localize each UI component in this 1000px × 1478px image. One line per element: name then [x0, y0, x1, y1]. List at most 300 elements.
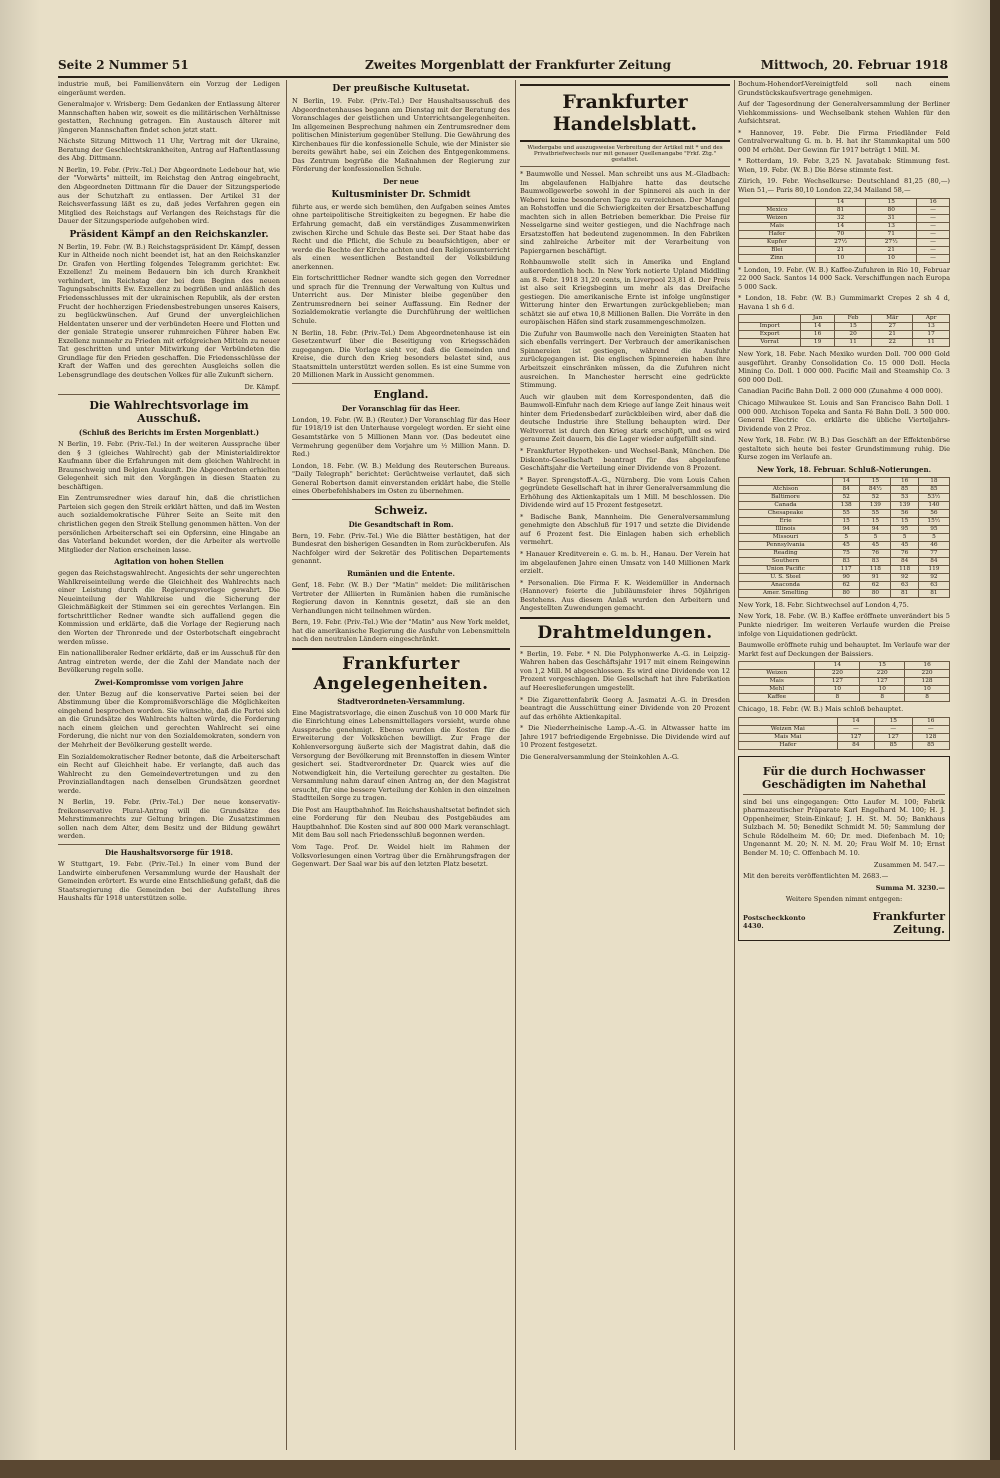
article-text: New York, 18. Febr. Sichtwechsel auf London 4,75.: [738, 600, 909, 609]
table-row: [739, 222, 950, 230]
table-cell: 11: [834, 339, 871, 347]
table-cell: U. S. Steel: [739, 573, 833, 581]
table-cell: 21: [872, 331, 913, 339]
article-text: * Hanauer Kreditverein e. G. m. b. H., Hanau. Der Verein hat im abgelaufenen Jahre einen Umsatz von 140 Millionen Mark erzielt.: [520, 549, 730, 576]
article-heading: Kultusminister Dr. Schmidt: [331, 189, 471, 200]
table-cell: 10: [815, 686, 860, 694]
table-cell: 220: [905, 670, 950, 678]
table-cell: 83: [832, 557, 859, 565]
table-cell: 8: [815, 694, 860, 702]
table-cell: 76: [860, 549, 891, 557]
article-subheading: Die Gesandtschaft in Rom.: [348, 519, 454, 529]
table-cell: Missouri: [739, 533, 833, 541]
article-text: Chicago Milwaukee St. Louis and San Francisco Bahn Doll. 1 000 000. Atchison Topeka and Santa Fé Bahn Doll. 3 500 000. General Electric Co. erklärte die übliche Vierteljahrs-Dividende von 2 Proz.: [738, 399, 950, 433]
article-subheading: Stadtverordneten-Versammlung.: [337, 696, 465, 706]
article-text: Bern, 19. Febr. (Priv.-Tel.) Wie die Blätter bestätigen, hat der Bundesrat den bisherigen Gesandten in Rom zurückberufen. Als Nachfolger wird der Sekretär des Politischen Departements genannt.: [292, 531, 510, 566]
table-cell: 94: [860, 525, 891, 533]
table-cell: Reading: [739, 549, 833, 557]
table-row: [739, 694, 950, 702]
article-text: Rohbaumwolle stellt sich in Amerika und England außerordentlich hoch. In New York notierte Upland Middling am 8. Febr. 1918 31,20 cents, in Liverpool 23,81 d. Der Preis ist also seit Kriegsbeginn um mehr als das Dreifache gestiegen. Die amerikanische Ernte ist infolge ungünstiger Witterung hinter den Erwartungen zurückgeblieben; man schätzt sie auf etwa 10,8 Millionen Ballen. Die Vorräte in den europäischen Häfen sind stark zusammengeschmolzen.: [520, 258, 730, 327]
table-cell: —: [917, 206, 950, 214]
table-cell: 15½: [918, 517, 949, 525]
article-subheading: Der Voranschlag für das Heer.: [341, 403, 461, 413]
article-text: * Bayer. Sprengstoff-A.-G., Nürnberg. Die vom Louis Cahen gegründete Gesellschaft hat in ihrer Generalversammlung die Erhöhung des Aktienkapitals um 1 Mill. M beschlossen. Die Dividende wird auf 15 Prozent festgesetzt.: [520, 475, 730, 510]
article-text: Bochum-Hohendorf-Vereinigtfeld soll nach einem Grundstückskaufsvertrage genehmigen.: [738, 80, 950, 97]
table-cell: —: [917, 222, 950, 230]
table-cell: 71: [866, 230, 917, 238]
table-header-cell: 16: [891, 477, 918, 485]
article-text: * Die Niederrheinische Lamp.-A.-G. in Altwasser hatte im Jahre 1917 befriedigende Ergebnisse. Die Dividende wird auf 10 Prozent festgesetzt.: [520, 724, 730, 750]
column-2: [292, 80, 510, 1455]
table-cell: 13: [866, 222, 917, 230]
page-header: [58, 54, 948, 78]
table-cell: 75: [832, 549, 859, 557]
table-cell: 118: [860, 565, 891, 573]
table-row: [739, 533, 950, 541]
table-row: [739, 206, 950, 214]
table-cell: 62: [832, 581, 859, 589]
table-header-cell: 14: [815, 198, 866, 206]
section-heading: Frankfurter Angelegenheiten.: [313, 653, 489, 694]
article-text: Bern, 19. Febr. (Priv.-Tel.) Wie der "Matin" aus New York meldet, hat die amerikanische Regierung die Ausfuhr von Lebensmitteln nach den neutralen Ländern eingeschränkt.: [292, 618, 510, 644]
donation-box: [738, 756, 950, 941]
table-cell: 13: [913, 323, 950, 331]
table-cell: 80: [832, 589, 859, 597]
article-text: * Frankfurter Hypotheken- und Wechsel-Bank, München. Die Diskonto-Gesellschaft beantragt für das abgelaufene Geschäftsjahr die Verteilung einer Dividende von 8 Prozent.: [520, 446, 730, 473]
article-text: Die Post am Hauptbahnhof. Im Reichshaushaltsetat befindet sich eine Forderung für den Neubau des Postgebäudes am Hauptbahnhof. Die Kosten sind auf 800 000 Mark veranschlagt. Mit dem Bau soll nach Friedensschluß begonnen werden.: [292, 805, 510, 840]
article-text: der. Unter Bezug auf die konservative Partei seien bei der Abstimmung über die Kompromißvorschläge die Möglichkeiten eingehend besprochen worden. Sie wünschte, daß die Partei sich an die Grundsätze des Wahlrechts halten würde, die Forderung nach einem gleichen und gerechten Wahlrecht sei eine Forderung, die nicht nur von den Sozialdemokraten, sondern von der Mehrheit der Bevölkerung gestellt werde.: [58, 689, 280, 749]
table-cell: 21: [815, 246, 866, 254]
column-rule: [515, 80, 516, 1450]
table-cell: 56: [891, 509, 918, 517]
table-header-cell: [739, 198, 816, 206]
article-text: Vom Tage. Prof. Dr. Weidel hielt im Rahmen der Volksvorlesungen einen Vortrag über die Ernährungsfragen der Gegenwart. Der Saal war bis auf den letzten Platz besetzt.: [292, 843, 510, 869]
table-cell: 127: [875, 733, 912, 741]
table-row: [739, 741, 950, 749]
table-cell: Pennsylvania: [739, 541, 833, 549]
table-cell: 8: [905, 694, 950, 702]
table-cell: —: [917, 254, 950, 262]
article-subheading: Rumänien und die Entente.: [347, 568, 455, 578]
article-text: London, 18. Febr. (W. B.) Meldung des Reuterschen Bureaus. "Daily Telegraph" berichtet: Gerüchtweise verlautet, daß sich General Robertson damit einverstanden erklärt habe, die Stelle eines Oberbefehlshabers im Osten zu übernehmen.: [292, 461, 510, 496]
table-cell: 31: [866, 214, 917, 222]
market-table: [738, 717, 950, 750]
table-cell: 45: [891, 541, 918, 549]
table-header-row: [739, 198, 950, 206]
table-cell: 15: [860, 517, 891, 525]
table-cell: 10: [866, 254, 917, 262]
table-cell: 62: [860, 581, 891, 589]
table-cell: 85: [918, 485, 949, 493]
article-text: London, 19. Febr. (W. B.) (Reuter.) Der Voranschlag für das Heer für 1918/19 ist den Unterhause vorgelegt worden. Er sieht eine Gesamtstärke von 5 Millionen Mann vor. (Das bedeutet eine Vermehrung gegenüber dem Vorjahre um ½ Million Mann. D. Red.): [292, 415, 510, 459]
table-cell: 85: [891, 485, 918, 493]
table-cell: Kaffee: [739, 694, 815, 702]
table-cell: 90: [832, 573, 859, 581]
table-cell: 80: [860, 589, 891, 597]
table-row: [739, 517, 950, 525]
table-cell: 220: [860, 670, 905, 678]
article-heading: Der preußische Kultusetat.: [332, 84, 470, 94]
article-text: Auch wir glauben mit dem Korrespondenten, daß die Baumwoll-Einfuhr nach dem Kriege auf lange Zeit hinaus weit hinter dem Friedensbedarf zurückbleiben wird, aber daß die deutsche Industrie ihre Stellung behaupten wird. Der Weltvorrat ist durch den Krieg stark erschöpft, und es wird geraume Zeit dauern, bis die Lager wieder aufgefüllt sind.: [520, 392, 730, 444]
table-cell: 91: [860, 573, 891, 581]
table-row: [739, 214, 950, 222]
article-text: New York, 18. Febr. Nach Mexiko wurden Doll. 700 000 Gold ausgeführt. Granby Consolidation Co. 15 000 Doll. Hecla Mining Co. Doll. 1 000 000. Pacific Mail and Steamship Co. 3 600 000 Doll.: [738, 350, 950, 384]
column-rule: [734, 80, 735, 1450]
table-row: [739, 678, 950, 686]
table-header-row: [739, 662, 950, 670]
article-text: * Berlin, 19. Febr. * N. Die Polyphonwerke A.-G. in Leipzig-Wahren haben das Geschäftsjahr 1917 mit einem Reingewinn von 1,2 Mill. M abgeschlossen. Es wird eine Dividende von 12 Prozent vorgeschlagen. Die Gesellschaft hat ihre Fabrikation auf Heereslieferungen umgestellt.: [520, 649, 730, 692]
article-text: * London, 19. Febr. (W. B.) Kaffee-Zufuhren in Rio 10, Februar 22 000 Sack. Santos 14 000 Sack. Verschiffungen nach Europa 5 000 Sack.: [738, 265, 950, 291]
table-cell: 5: [891, 533, 918, 541]
table-cell: Atchison: [739, 485, 833, 493]
table-cell: 32: [815, 214, 866, 222]
table-cell: 139: [891, 501, 918, 509]
article-text: New York, 18. Febr. (W. B.) Kaffee eröffnete unverändert bis 5 Punkte niedriger. Im weiteren Verlaufe wurden die Preise infolge von Liquidationen gedrückt.: [738, 612, 950, 638]
table-cell: Chesapeake: [739, 509, 833, 517]
article-text: Chicago, 18. Febr. (W. B.) Mais schloß behauptet.: [738, 705, 904, 714]
table-cell: Mehl: [739, 686, 815, 694]
table-cell: 21: [866, 246, 917, 254]
table-cell: 127: [815, 678, 860, 686]
table-cell: 84: [891, 557, 918, 565]
article-text: N Berlin, 19. Febr. (Priv.-Tel.) Der Haushaltsausschuß des Abgeordnetenhauses begann am Dienstag mit der Beratung des Voranschlages der geistlichen und Unterrichtsangelegenheiten. Im allgemeinen Besprechung nahmen ein Zentrumsredner dem politischen Ministerium gegenüber Stellung. Die Gewährung des Kirchenbaues für die konfessionelle Schule, wie der Minister sie bereits gewährt habe, sei ein Zeichen des Entgegenkommens. Das Zentrum begrüße die Maßnahmen der Regierung zur Förderung der konfessionellen Schule.: [292, 97, 510, 174]
table-row: [739, 589, 950, 597]
table-cell: 14: [815, 222, 866, 230]
table-cell: 140: [918, 501, 949, 509]
table-cell: 85: [912, 741, 949, 749]
donation-previous: Mit den bereits veröffentlichten M. 2683.—: [743, 872, 889, 881]
table-cell: —: [917, 230, 950, 238]
table-cell: 17: [913, 331, 950, 339]
table-cell: 56: [918, 509, 949, 517]
table-header-row: [739, 315, 950, 323]
article-text: N Berlin, 18. Febr. (Priv.-Tel.) Dem Abgeordnetenhause ist ein Gesetzentwurf über die Beseitigung von Kriegsschäden zugegangen. Die Vorlage sieht vor, daß die Gemeinden und Kreise, die durch den Krieg besonders belastet sind, aus Staatsmitteln unterstützt werden sollen. Es ist eine Summe von 20 Millionen Mark in Aussicht genommen.: [292, 328, 510, 380]
table-cell: 95: [918, 525, 949, 533]
table-cell: 15: [891, 517, 918, 525]
table-cell: —: [912, 725, 949, 733]
article-text: führte aus, er werde sich bemühen, den Aufgaben seines Amtes ohne parteipolitische Streitigkeiten zu begegnen. Er habe die Erfahrung gemacht, daß ein verständiges Zusammenwirken zwischen Kirche und Schule das Beste sei. Der Staat habe das Recht und die Pflicht, die Schule zu beaufsichtigen, aber er werde die Rechte der Kirche achten und den Religionsunterricht als einen wesentlichen Bestandteil der Volksbildung anerkennen.: [292, 202, 510, 271]
table-row: [739, 323, 950, 331]
table-row: [739, 339, 950, 347]
article-text: Generalmajor v. Wrisberg: Dem Gedanken der Entlassung älterer Mannschaften haben wir, soweit es die militärischen Verhältnisse gestatten, Rechnung getragen. Ein Austausch älterer mit jüngeren Mannschaften findet schon jetzt statt.: [58, 100, 280, 134]
table-row: [739, 573, 950, 581]
page-number: Seite 2 Nummer 51: [58, 58, 189, 72]
table-cell: 76: [891, 549, 918, 557]
table-cell: Union Pacific: [739, 565, 833, 573]
table-cell: Illinois: [739, 525, 833, 533]
table-cell: 55: [860, 509, 891, 517]
table-cell: 83: [860, 557, 891, 565]
table-cell: 117: [832, 565, 859, 573]
masthead: Zweites Morgenblatt der Frankfurter Zeitung: [365, 58, 671, 72]
page-edge: [990, 0, 1000, 1478]
table-row: [739, 541, 950, 549]
column-1: [58, 80, 280, 1455]
section-heading: Drahtmeldungen.: [537, 622, 713, 643]
table-header-cell: Mär: [872, 315, 913, 323]
table-cell: —: [917, 246, 950, 254]
table-cell: Amer. Smelting: [739, 589, 833, 597]
article-text: industrie muß, bei Familienvätern ein Vorzug der Ledigen eingeräumt werden.: [58, 80, 280, 97]
table-cell: Southern: [739, 557, 833, 565]
article-text: * Badische Bank, Mannheim. Die Generalversammlung genehmigte den Abschluß für 1917 und setzte die Dividende auf 6 Prozent fest. Die Einlagen haben sich erheblich vermehrt.: [520, 512, 730, 547]
table-cell: 46: [918, 541, 949, 549]
article-text: N Berlin, 19. Febr. (Priv.-Tel.) Der Abgeordnete Ledebour hat, wie der "Vorwärts" mitteilt, im Reichstag den Antrag eingebracht, den Abgeordneten Dittmann für die Dauer der Sitzungsperiode aus der Schutzhaft zu entlassen. Der Artikel 31 der Reichsverfassung läßt es zu, daß jedes Verfahren gegen ein Mitglied des Reichstags auf Verlangen des Reichstags für die Dauer der Sitzungsperiode aufgehoben wird.: [58, 165, 280, 226]
signature: Dr. Kämpf.: [244, 382, 280, 391]
table-cell: Blei: [739, 246, 816, 254]
article-text: Die Generalversammlung der Steinkohlen A.-G.: [520, 752, 679, 761]
table-cell: 22: [872, 339, 913, 347]
table-header-cell: 16: [917, 198, 950, 206]
table-cell: 63: [891, 581, 918, 589]
table-row: [739, 254, 950, 262]
table-cell: 92: [918, 573, 949, 581]
table-cell: 52: [860, 493, 891, 501]
table-row: [739, 331, 950, 339]
table-cell: 85: [875, 741, 912, 749]
table-cell: Baltimore: [739, 493, 833, 501]
table-header-cell: 14: [837, 717, 874, 725]
table-header-cell: 15: [866, 198, 917, 206]
article-heading: Die Wahlrechtsvorlage im Ausschuß.: [89, 399, 249, 426]
table-cell: Zinn: [739, 254, 816, 262]
table-cell: 77: [918, 549, 949, 557]
table-cell: Mais: [739, 678, 815, 686]
table-cell: Import: [739, 323, 801, 331]
article-text: Zürich, 19. Febr. Wechselkurse: Deutschland 81,25 (80,—) Wien 51,— Paris 80,10 London 22,34 Mailand 58,—: [738, 177, 950, 195]
article-text: * Baumwolle und Nessel. Man schreibt uns aus M.-Gladbach: Im abgelaufenen Halbjahre hatte das deutsche Baumwollgewerbe sowohl in der Spinnerei als auch in der Weberei keine besonderen Tage zu verzeichnen. Der Mangel an Rohstoffen und die Schwierigkeiten der Ersatzbeschaffung machten sich in allen Betrieben bemerkbar. Die Preise für Nesselgarne sind weiter gestiegen, und die Nachfrage nach Ersatzstoffen hat bedeutend zugenommen. In den Fabriken sind zahlreiche Arbeiter mit der Verarbeitung von Papiergarnen beschäftigt.: [520, 170, 730, 255]
market-table: [738, 198, 950, 263]
article-subheading: New York, 18. Februar. Schluß-Notierungen.: [756, 464, 932, 474]
table-header-cell: [739, 315, 801, 323]
table-header-row: [739, 717, 950, 725]
table-row: [739, 230, 950, 238]
table-cell: Mais: [739, 222, 816, 230]
table-cell: Kupfer: [739, 238, 816, 246]
article-text: Ein nationalliberaler Redner erklärte, daß er im Ausschuß für den Antrag eintreten werde, der die Zahl der Mandate nach der Bevölkerung regeln solle.: [58, 649, 280, 675]
table-cell: 45: [832, 541, 859, 549]
table-cell: 10: [905, 686, 950, 694]
table-cell: 11: [913, 339, 950, 347]
table-cell: 220: [815, 670, 860, 678]
article-text: N Berlin, 19. Febr. (W. B.) Reichstagspräsident Dr. Kämpf, dessen Kur in Altheide noch nicht beendet ist, hat an den Reichskanzler Dr. Grafen von Hertling folgendes Telegramm gerichtet: Ew. Exzellenz! Zu meinem Bedauern bin ich durch Krankheit verhindert, im Reichstag der bei dem Beginn des neuen Tagungsabschnitts Ew. Exzellenz zu begrüßen und anläßlich des Friedensschlusses mit der ukrainischen Republik, als der ersten Frucht der hochherzigen Friedensbestrebungen unseres Kaisers, zu beglückwünschen. Auf Grund der unvergleichlichen Heldentaten unserer und der verbündeten Heere und Flotten und der geniale Strategie unserer ruhmreichen Führer haben Ew. Exzellenz nunmehr zu Frieden mit erfolgreichen Mitteln zu neuer Tat geschritten und unter Mitwirkung der Verbündeten die Grundlage für den Frieden geschaffen. Die Friedensschlüsse der Kraft der Waffen und des gerechten Ausgleichs sollen die Lebensgrundlage des deutschen Volkes für alle Zukunft sichern.: [58, 242, 280, 379]
table-header-cell: 15: [875, 717, 912, 725]
article-text: Die Zufuhr von Baumwolle nach den Vereinigten Staaten hat sich ebenfalls verringert. Der Verbrauch der amerikanischen Spinnereien ist gestiegen, während die Ausfuhr zurückgegangen ist. Die englischen Spinnereien haben ihre Arbeitszeit einschränken müssen, da die Zufuhren nicht ausreichen. In Manchester herrscht eine gedrückte Stimmung.: [520, 329, 730, 390]
table-cell: 15: [832, 517, 859, 525]
table-cell: 84: [832, 485, 859, 493]
table-cell: 19: [801, 339, 835, 347]
table-cell: 27½: [866, 238, 917, 246]
table-cell: —: [837, 725, 874, 733]
article-text: Canadian Pacific Bahn Doll. 2 000 000 (Zunahme 4 000 000).: [738, 387, 943, 396]
article-text: N Berlin, 19. Febr. (Priv.-Tel.) In der weiteren Aussprache über den § 3 (gleiches Wahlrecht) gab der Ministerialdirektor Kaufmann über die Erfahrungen mit dem gleichen Wahlrecht in Braunschweig und Belgien Auskunft. Die Abgeordneten erhielten Gelegenheit sich mit den Vorgängen in diesen Staaten zu beschäftigen.: [58, 440, 280, 491]
table-header-cell: [739, 717, 838, 725]
table-cell: 81: [918, 589, 949, 597]
table-row: [739, 525, 950, 533]
table-cell: 139: [860, 501, 891, 509]
table-header-cell: [739, 477, 833, 485]
table-cell: Weizen: [739, 670, 815, 678]
table-cell: 10: [860, 686, 905, 694]
article-text: * Hannover, 19. Febr. Die Firma Friedländer Feld Centralverwaltung G. m. b. H. hat ihr Stammkapital um 500 000 M erhöht. Der Gewinn für 1917 beträgt 1 Mill. M.: [738, 128, 950, 154]
table-cell: 138: [832, 501, 859, 509]
table-cell: 15: [834, 323, 871, 331]
table-row: [739, 246, 950, 254]
table-row: [739, 733, 950, 741]
table-header-cell: 16: [905, 662, 950, 670]
table-cell: 14: [801, 323, 835, 331]
table-cell: —: [917, 214, 950, 222]
donation-subtotal: Zusammen M. 547.—: [873, 860, 945, 869]
table-header-cell: Apr: [913, 315, 950, 323]
article-text: Baumwolle eröffnete ruhig und behauptet. Im Verlaufe war der Markt fest auf Deckungen der Baissiers.: [738, 641, 950, 658]
market-table: [738, 661, 950, 702]
table-cell: Mexico: [739, 206, 816, 214]
article-subheading: Die Haushaltsvorsorge für 1918.: [105, 848, 233, 858]
table-row: [739, 670, 950, 678]
table-cell: 53½: [918, 493, 949, 501]
article-heading: Schweiz.: [374, 503, 428, 517]
donation-total: Summa M. 3230.—: [875, 883, 945, 892]
table-cell: Export: [739, 331, 801, 339]
table-header-cell: 16: [912, 717, 949, 725]
publisher-signature: Frankfurter Zeitung.: [872, 909, 945, 936]
table-cell: 16: [801, 331, 835, 339]
stock-quotes-table: [738, 477, 950, 598]
table-header-cell: 18: [918, 477, 949, 485]
postal-account: Postscheckkonto 4430.: [743, 913, 806, 931]
table-row: [739, 549, 950, 557]
article-heading: Präsident Kämpf an den Reichskanzler.: [69, 229, 269, 240]
table-cell: 84: [918, 557, 949, 565]
table-cell: 119: [918, 565, 949, 573]
table-header-row: [739, 477, 950, 485]
table-cell: 5: [832, 533, 859, 541]
copyright-note: Wiedergabe und auszugsweise Verbreitung der Artikel mit * und des Privatbriefwechsels nur mit genauer Quellenangabe "Frkf. Ztg." gestattet.: [527, 145, 723, 163]
table-cell: 81: [815, 206, 866, 214]
table-cell: 127: [860, 678, 905, 686]
table-cell: Canada: [739, 501, 833, 509]
article-heading: England.: [373, 387, 429, 401]
section-heading: Frankfurter Handelsblatt.: [520, 84, 730, 142]
table-cell: 5: [918, 533, 949, 541]
article-text: Nächste Sitzung Mittwoch 11 Uhr, Vertrag mit der Ukraine, Beratung der Geschlechtskrankheiten, Antrag auf Haftentlassung des Abg. Dittmann.: [58, 137, 280, 163]
table-cell: 53: [891, 493, 918, 501]
table-row: [739, 557, 950, 565]
donation-heading: Für die durch Hochwasser Geschädigten im Nahethal: [761, 764, 927, 791]
article-text: Ein Sozialdemokratischer Redner betonte, daß die Arbeiterschaft ein Recht auf Gleichheit habe. Er verlangte, daß auch das Wahlrecht zu den Gemeindevertretungen und zu den Provinziallandtagen nach denselben Grundsätzen geordnet werde.: [58, 752, 280, 795]
table-cell: 27: [872, 323, 913, 331]
table-cell: 5: [860, 533, 891, 541]
table-cell: 70: [815, 230, 866, 238]
column-3: [520, 80, 730, 1455]
table-row: [739, 485, 950, 493]
table-row: [739, 238, 950, 246]
table-cell: —: [917, 238, 950, 246]
table-cell: 45: [860, 541, 891, 549]
table-cell: Hafer: [739, 230, 816, 238]
table-cell: 63: [918, 581, 949, 589]
table-header-cell: [739, 662, 815, 670]
table-cell: 55: [832, 509, 859, 517]
table-header-cell: 14: [815, 662, 860, 670]
column-rule: [286, 80, 287, 1450]
table-header-cell: 15: [860, 662, 905, 670]
table-cell: 10: [815, 254, 866, 262]
article-subheading: Agitation von hohen Stellen: [114, 557, 224, 567]
table-cell: 92: [891, 573, 918, 581]
article-text: * London, 18. Febr. (W. B.) Gummimarkt Crepes 2 sh 4 d, Havana 1 sh 6 d.: [738, 294, 950, 311]
article-text: Genf, 18. Febr. (W. B.) Der "Matin" meldet: Die militärischen Vertreter der Alliierten in Rumänien haben die rumänische Regierung davon in Kenntnis gesetzt, daß sie an den Verhandlungen nicht teilnehmen würden.: [292, 580, 510, 615]
article-text: New York, 18. Febr. (W. B.) Das Geschäft an der Effektenbörse gestaltete sich heute bei fester Grundstimmung ruhig. Die Kurse zogen im Verlaufe an.: [738, 436, 950, 462]
table-cell: 8: [860, 694, 905, 702]
article-text: Eine Magistratsvorlage, die einen Zuschuß von 10 000 Mark für die Einrichtung eines Lebensmittellagers vorsieht, wurde ohne Aussprache genehmigt. Ebenso wurden die Kosten für die Erweiterung der Volksküchen bewilligt. Zur Frage der Kohlenversorgung äußerte sich der Magistrat dahin, daß die Versorgung der Bevölkerung mit Brennstoffen in diesem Winter gesichert sei. Stadtverordneter Dr. Quarck wies auf die Notwendigkeit hin, die Verteilung gerechter zu gestalten. Die Versammlung nahm darauf einen Antrag an, der den Magistrat ersucht, für eine bessere Verteilung der Kohlen in den einzelnen Stadtteilen Sorge zu tragen.: [292, 708, 510, 803]
table-cell: 128: [912, 733, 949, 741]
table-cell: Weizen Mai: [739, 725, 838, 733]
table-cell: Anaconda: [739, 581, 833, 589]
article-text: * Die Zigarettenfabrik Georg A. Jasmatzi A.-G. in Dresden beantragt die Ausschüttung einer Dividende von 20 Prozent auf das erhöhte Aktienkapital.: [520, 695, 730, 721]
table-row: [739, 493, 950, 501]
table-row: [739, 509, 950, 517]
article-subheading: Der neue: [383, 176, 419, 186]
table-cell: 95: [891, 525, 918, 533]
table-cell: —: [875, 725, 912, 733]
article-text: W Stuttgart, 19. Febr. (Priv.-Tel.) In einer vom Bund der Landwirte einberufenen Versammlung wurde der Haushalt der Gemeinden erörtert. Es wurde eine Entschließung gefaßt, daß die Staatsregierung die Gemeinden bei der Aufstellung ihres Haushalts für 1918 unterstützen solle.: [58, 860, 280, 903]
table-row: [739, 581, 950, 589]
article-text: Auf der Tagesordnung der Generalversammlung der Berliner Viehkommissions- und Wechselbank stehen Wahlen für den Aufsichtsrat.: [738, 100, 950, 126]
article-text: * Personalien. Die Firma F. K. Weidemüller in Andernach (Hannover) feierte die Jubiläumsfeier ihres 50jährigen Bestehens. Aus diesem Anlaß wurden den Arbeitern und Angestellten Zuwendungen gemacht.: [520, 578, 730, 613]
table-cell: Weizen: [739, 214, 816, 222]
table-cell: 127: [837, 733, 874, 741]
column-4: [738, 80, 950, 1455]
table-cell: 118: [891, 565, 918, 573]
table-cell: 84½: [860, 485, 891, 493]
table-cell: Hafer: [739, 741, 838, 749]
table-cell: 81: [891, 589, 918, 597]
table-header-cell: Feb: [834, 315, 871, 323]
donation-note: Weitere Spenden nimmt entgegen:: [785, 895, 903, 904]
article-text: gegen das Reichstagswahlrecht. Angesichts der sehr ungerechten Wahlkreiseinteilung werde die Gleichheit des Wahlrechts nach einer Leistung durch die Regierungsvorlage gewahrt. Die Neueinteilung der Wahlkreise und die Sicherung der Gleichmäßigkeit der Stimmen sei ein gerechtes Verlangen. Ein fortschrittlicher Redner wandte sich auffallend gegen die Kommission und erklärte, daß die Vorlage der Regierung nach den Worten der Thronrede und der Osterbotschaft eingebracht werden müsse.: [58, 569, 280, 646]
article-text: * Rotterdam, 19. Febr. 3,25 N. Javatabak: Stimmung fest. Wien, 19. Febr. (W. B.) Die Börse stimmte fest.: [738, 157, 950, 174]
article-subheading: (Schluß des Berichts im Ersten Morgenblatt.): [78, 428, 260, 438]
article-text: N Berlin, 19. Febr. (Priv.-Tel.) Der neue konservativ-freikonservative Plural-Antrag will die Grundsätze des Mehrstimmenrechts zur Geltung bringen. Die Zusatzstimmen sollen nach dem Alter, dem Besitz und der Bildung gewährt werden.: [58, 798, 280, 841]
donation-list: sind bei uns eingegangen: Otto Laufer M. 100; Fabrik pharmazeutischer Präparate Karl Engelhard M. 100; H. J. Oppenheimer, Stein-Einkauf; J. H. St. M. 50; Bankhaus Sulzbach M. 50; Benedikt Schmidt M. 50; Sammlung der Schule Rödelheim M. 60; Dr. med. Diefenbach M. 10; Ungenannt M. 20; N. N. M. 20; Frau Wolf M. 10; Ernst Bender M. 10; C. Offenbach M. 10.: [743, 797, 945, 857]
table-cell: 20: [834, 331, 871, 339]
table-header-cell: Jan: [801, 315, 835, 323]
article-text: Ein fortschrittlicher Redner wandte sich gegen den Vorredner und sprach für die Trennung der Verwaltung von Kultus und Unterricht aus. Der Minister bleibe gegenüber den Zentrumsrednern bei seiner Auffassung. Ein Redner der Sozialdemokratie verlangte die Durchführung der weltlichen Schule.: [292, 274, 510, 326]
article-text: Ein Zentrumsredner wies darauf hin, daß die christlichen Parteien sich gegen den Streik erklärt hätten, und daß im Westen auch sozialdemokratische Führer Seite an Seite mit den christlichen gegen den Streik Stellung genommen hätten. Von der persönlichen Arbeiterschaft sei ein Opfersinn, eine Hingabe an das Vaterland bekundet worden, der die Arbeiter als wertvolle Mitglieder der Nation erscheinen lasse.: [58, 494, 280, 554]
table-cell: 52: [832, 493, 859, 501]
market-table: [738, 314, 950, 347]
page-bottom-edge: [0, 1460, 1000, 1478]
table-row: [739, 501, 950, 509]
table-cell: Vorrat: [739, 339, 801, 347]
table-row: [739, 686, 950, 694]
issue-date: Mittwoch, 20. Februar 1918: [760, 58, 948, 72]
table-cell: 128: [905, 678, 950, 686]
table-header-cell: 15: [860, 477, 891, 485]
table-cell: 84: [837, 741, 874, 749]
table-cell: 94: [832, 525, 859, 533]
table-cell: 80: [866, 206, 917, 214]
table-row: [739, 565, 950, 573]
article-subheading: Zwei-Kompromisse vom vorigen Jahre: [94, 677, 244, 687]
table-header-cell: 14: [832, 477, 859, 485]
table-cell: 27½: [815, 238, 866, 246]
table-row: [739, 725, 950, 733]
table-cell: Erie: [739, 517, 833, 525]
table-cell: Mais Mai: [739, 733, 838, 741]
